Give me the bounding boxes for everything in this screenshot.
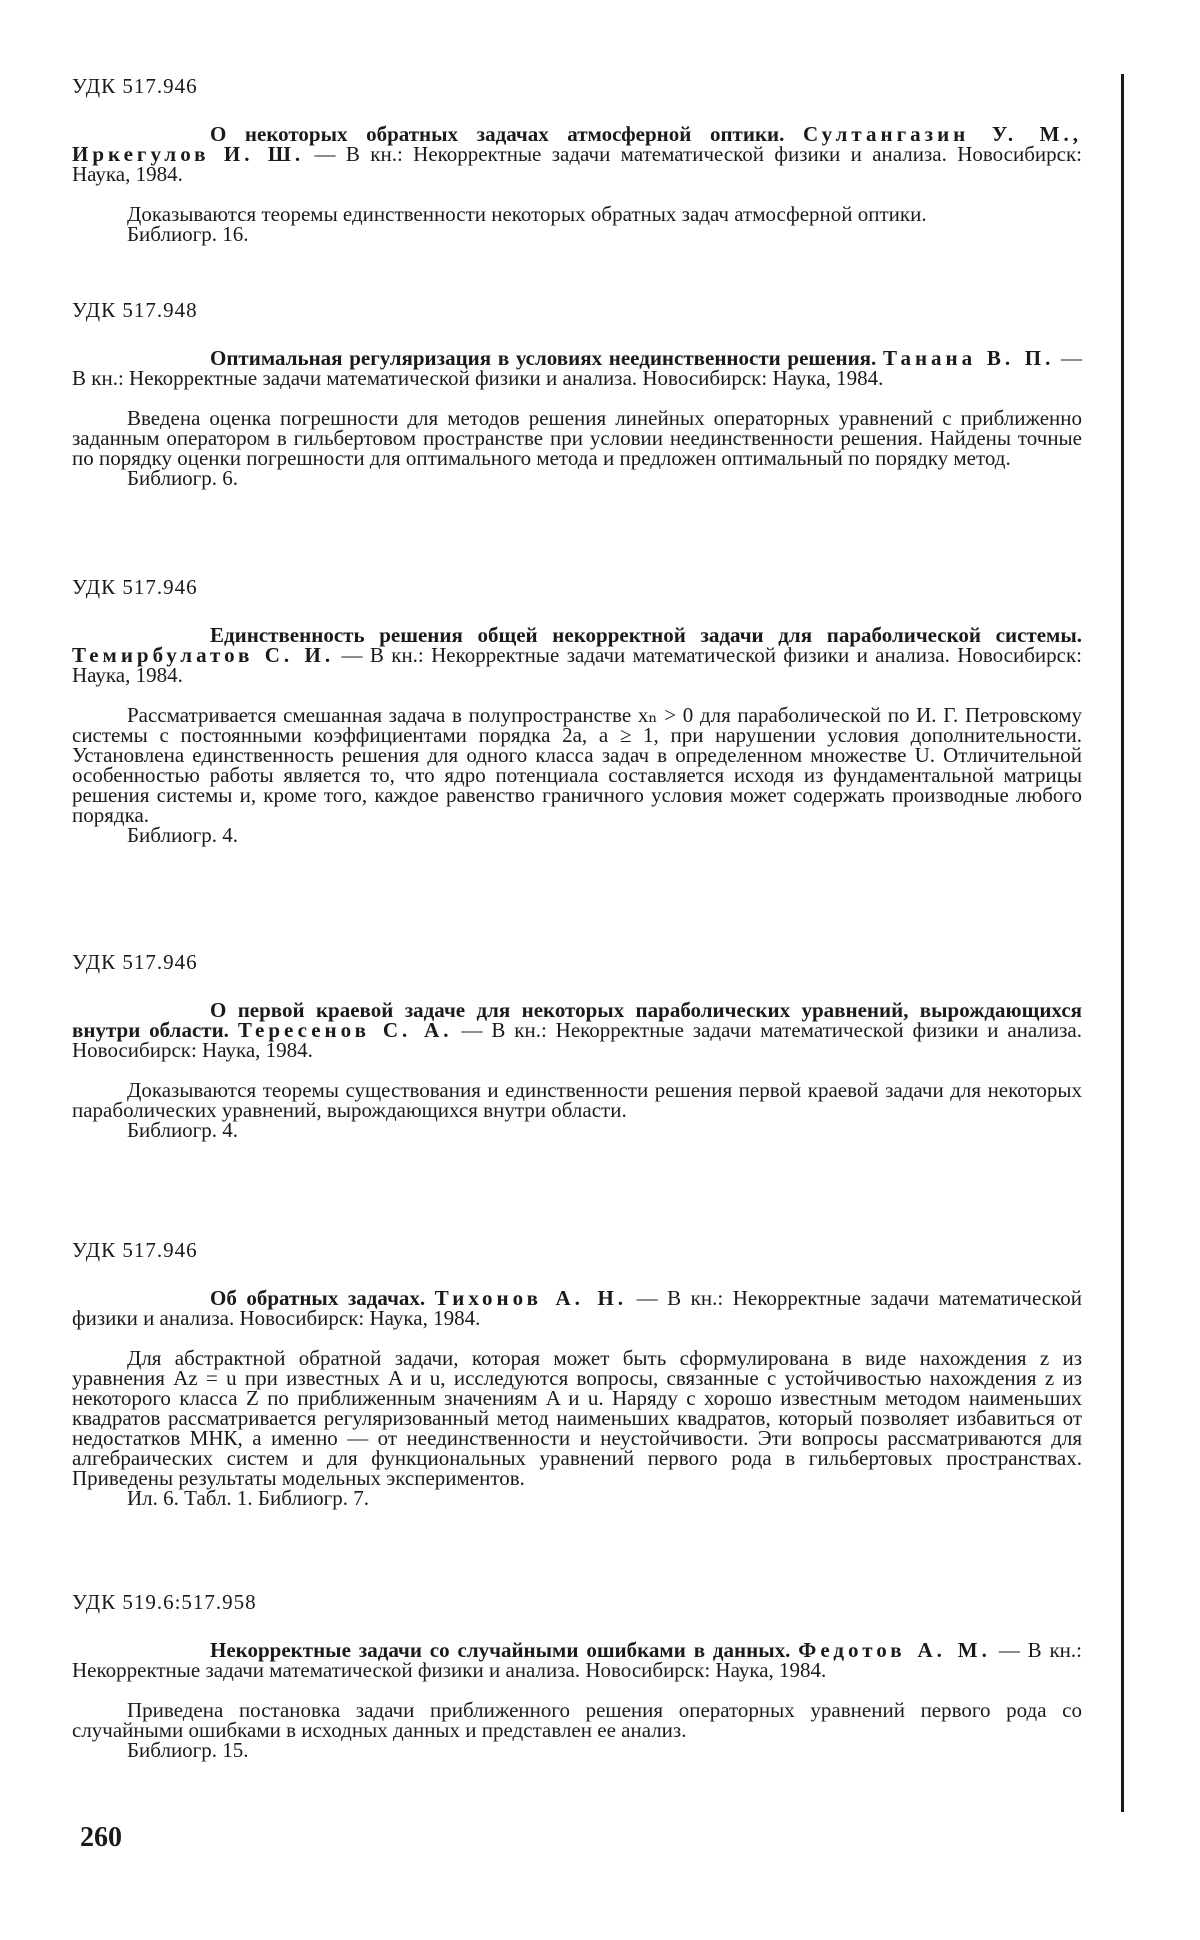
abstract-entry-6 <box>72 1590 1082 1760</box>
article-source: — В кн.: Некорректные задачи математической физики и анализа. Новосибирск: Наука, 1984. <box>72 1638 1083 1682</box>
udk-code: УДК 519.6:517.958 <box>72 1590 257 1614</box>
article-authors: Темирбулатов С. И. <box>72 643 335 667</box>
article-source: — В кн.: Некорректные задачи математической физики и анализа. Новосибирск: Наука, 1984. <box>72 142 1083 186</box>
article-source: — В кн.: Некорректные задачи математической физики и анализа. Новосибирск: Наука, 1984. <box>72 1286 1082 1330</box>
bibliographic-reference <box>72 625 1082 685</box>
abstract-entry-2 <box>72 298 1082 488</box>
article-title: Оптимальная регуляризация в условиях неединственности решения. <box>210 346 877 370</box>
udk-code: УДК 517.948 <box>72 298 198 322</box>
bibliography-count: Библиогр. 16. <box>127 222 249 246</box>
article-title: Некорректные задачи со случайными ошибками в данных. <box>210 1638 791 1662</box>
abstract-entry-1 <box>72 74 1082 244</box>
article-title: Единственность решения общей некорректной задачи для параболической системы. <box>210 623 1082 647</box>
margin-vertical-rule <box>1121 74 1124 1812</box>
abstract-entry-3 <box>72 575 1082 845</box>
article-source: — В кн.: Некорректные задачи математической физики и анализа. Новосибирск: Наука, 1984. <box>72 1018 1083 1062</box>
udk-code: УДК 517.946 <box>72 575 198 599</box>
article-authors: Федотов А. М. <box>798 1638 991 1662</box>
article-authors: Танана В. П. <box>882 346 1055 370</box>
page-number: 260 <box>80 1822 122 1853</box>
article-authors: Султангазин У. М., Иркегулов И. Ш. <box>72 122 1082 166</box>
bibliography-count: Библиогр. 6. <box>127 466 239 490</box>
bibliographic-reference <box>72 1288 1082 1328</box>
abstract-entry-4 <box>72 950 1082 1140</box>
bibliography-count: Ил. 6. Табл. 1. Библиогр. 7. <box>127 1486 369 1510</box>
article-authors: Тересенов С. А. <box>237 1018 453 1042</box>
bibliography-count: Библиогр. 4. <box>127 823 239 847</box>
udk-code: УДК 517.946 <box>72 950 198 974</box>
abstract-text: Для абстрактной обратной задачи, которая может быть сформулирована в виде нахождения z из уравнения Az = u при известных A и u, исследуются вопросы, связанные с устойчивостью нахождения z из некоторого класса Z по приближенным значениям A и u. Наряду с хорошо известным методом наименьших квадратов рассматривается регуляризованный метод наименьших квадратов, который позволяет избавиться от недостатков МНК, а именно — от неединственности и неустойчивости. Эти вопросы рассматриваются для алгебраических систем и для функциональных уравнений первого рода в гильбертовых пространствах. Приведены результаты модельных экспериментов. <box>72 1346 1082 1490</box>
abstract-text: Доказываются теоремы существования и единственности решения первой краевой задачи для некоторых параболических уравнений, вырождающихся внутри области. <box>72 1078 1082 1122</box>
article-title: О некоторых обратных задачах атмосферной оптики. <box>210 122 785 146</box>
udk-code: УДК 517.946 <box>72 74 198 98</box>
article-authors: Тихонов А. Н. <box>434 1286 628 1310</box>
bibliography-count: Библиогр. 15. <box>127 1738 249 1762</box>
article-source: — В кн.: Некорректные задачи математической физики и анализа. Новосибирск: Наука, 1984. <box>72 643 1082 687</box>
article-title: О первой краевой задаче для некоторых параболических уравнений, вырождающихся внутри области. <box>72 998 1082 1042</box>
abstract-text: Приведена постановка задачи приближенного решения операторных уравнений первого рода со случайными ошибками в исходных данных и представлен ее анализ. <box>72 1698 1082 1742</box>
article-title: Об обратных задачах. <box>210 1286 426 1310</box>
bibliographic-reference <box>72 1000 1082 1060</box>
bibliographic-reference <box>72 124 1082 184</box>
abstract-entry-5 <box>72 1238 1082 1508</box>
bibliographic-reference <box>72 1640 1082 1680</box>
abstract-text: Введена оценка погрешности для методов решения линейных операторных уравнений с приближенно заданным оператором в гильбертовом пространстве при условии неединственности решения. Найдены точные по порядку оценки погрешности для оптимального метода и предложен оптимальный по порядку метод. <box>72 406 1082 470</box>
abstract-text: Доказываются теоремы единственности некоторых обратных задач атмосферной оптики. <box>127 202 927 226</box>
bibliography-count: Библиогр. 4. <box>127 1118 239 1142</box>
abstract-text: Рассматривается смешанная задача в полупространстве xₙ > 0 для параболической по И. Г. Петровскому системы с постоянными коэффициентами порядка 2a, a ≥ 1, при нарушении условия дополнительности. Установлена единственность решения для одного класса задач в определенном множестве U. Отличительной особенностью работы является то, что ядро потенциала составляется исходя из фундаментальной матрицы решения системы и, кроме того, каждое равенство граничного условия может содержать производные любого порядка. <box>72 703 1082 827</box>
bibliographic-reference <box>72 348 1082 388</box>
udk-code: УДК 517.946 <box>72 1238 198 1262</box>
article-source: — В кн.: Некорректные задачи математической физики и анализа. Новосибирск: Наука, 1984. <box>72 346 1083 390</box>
